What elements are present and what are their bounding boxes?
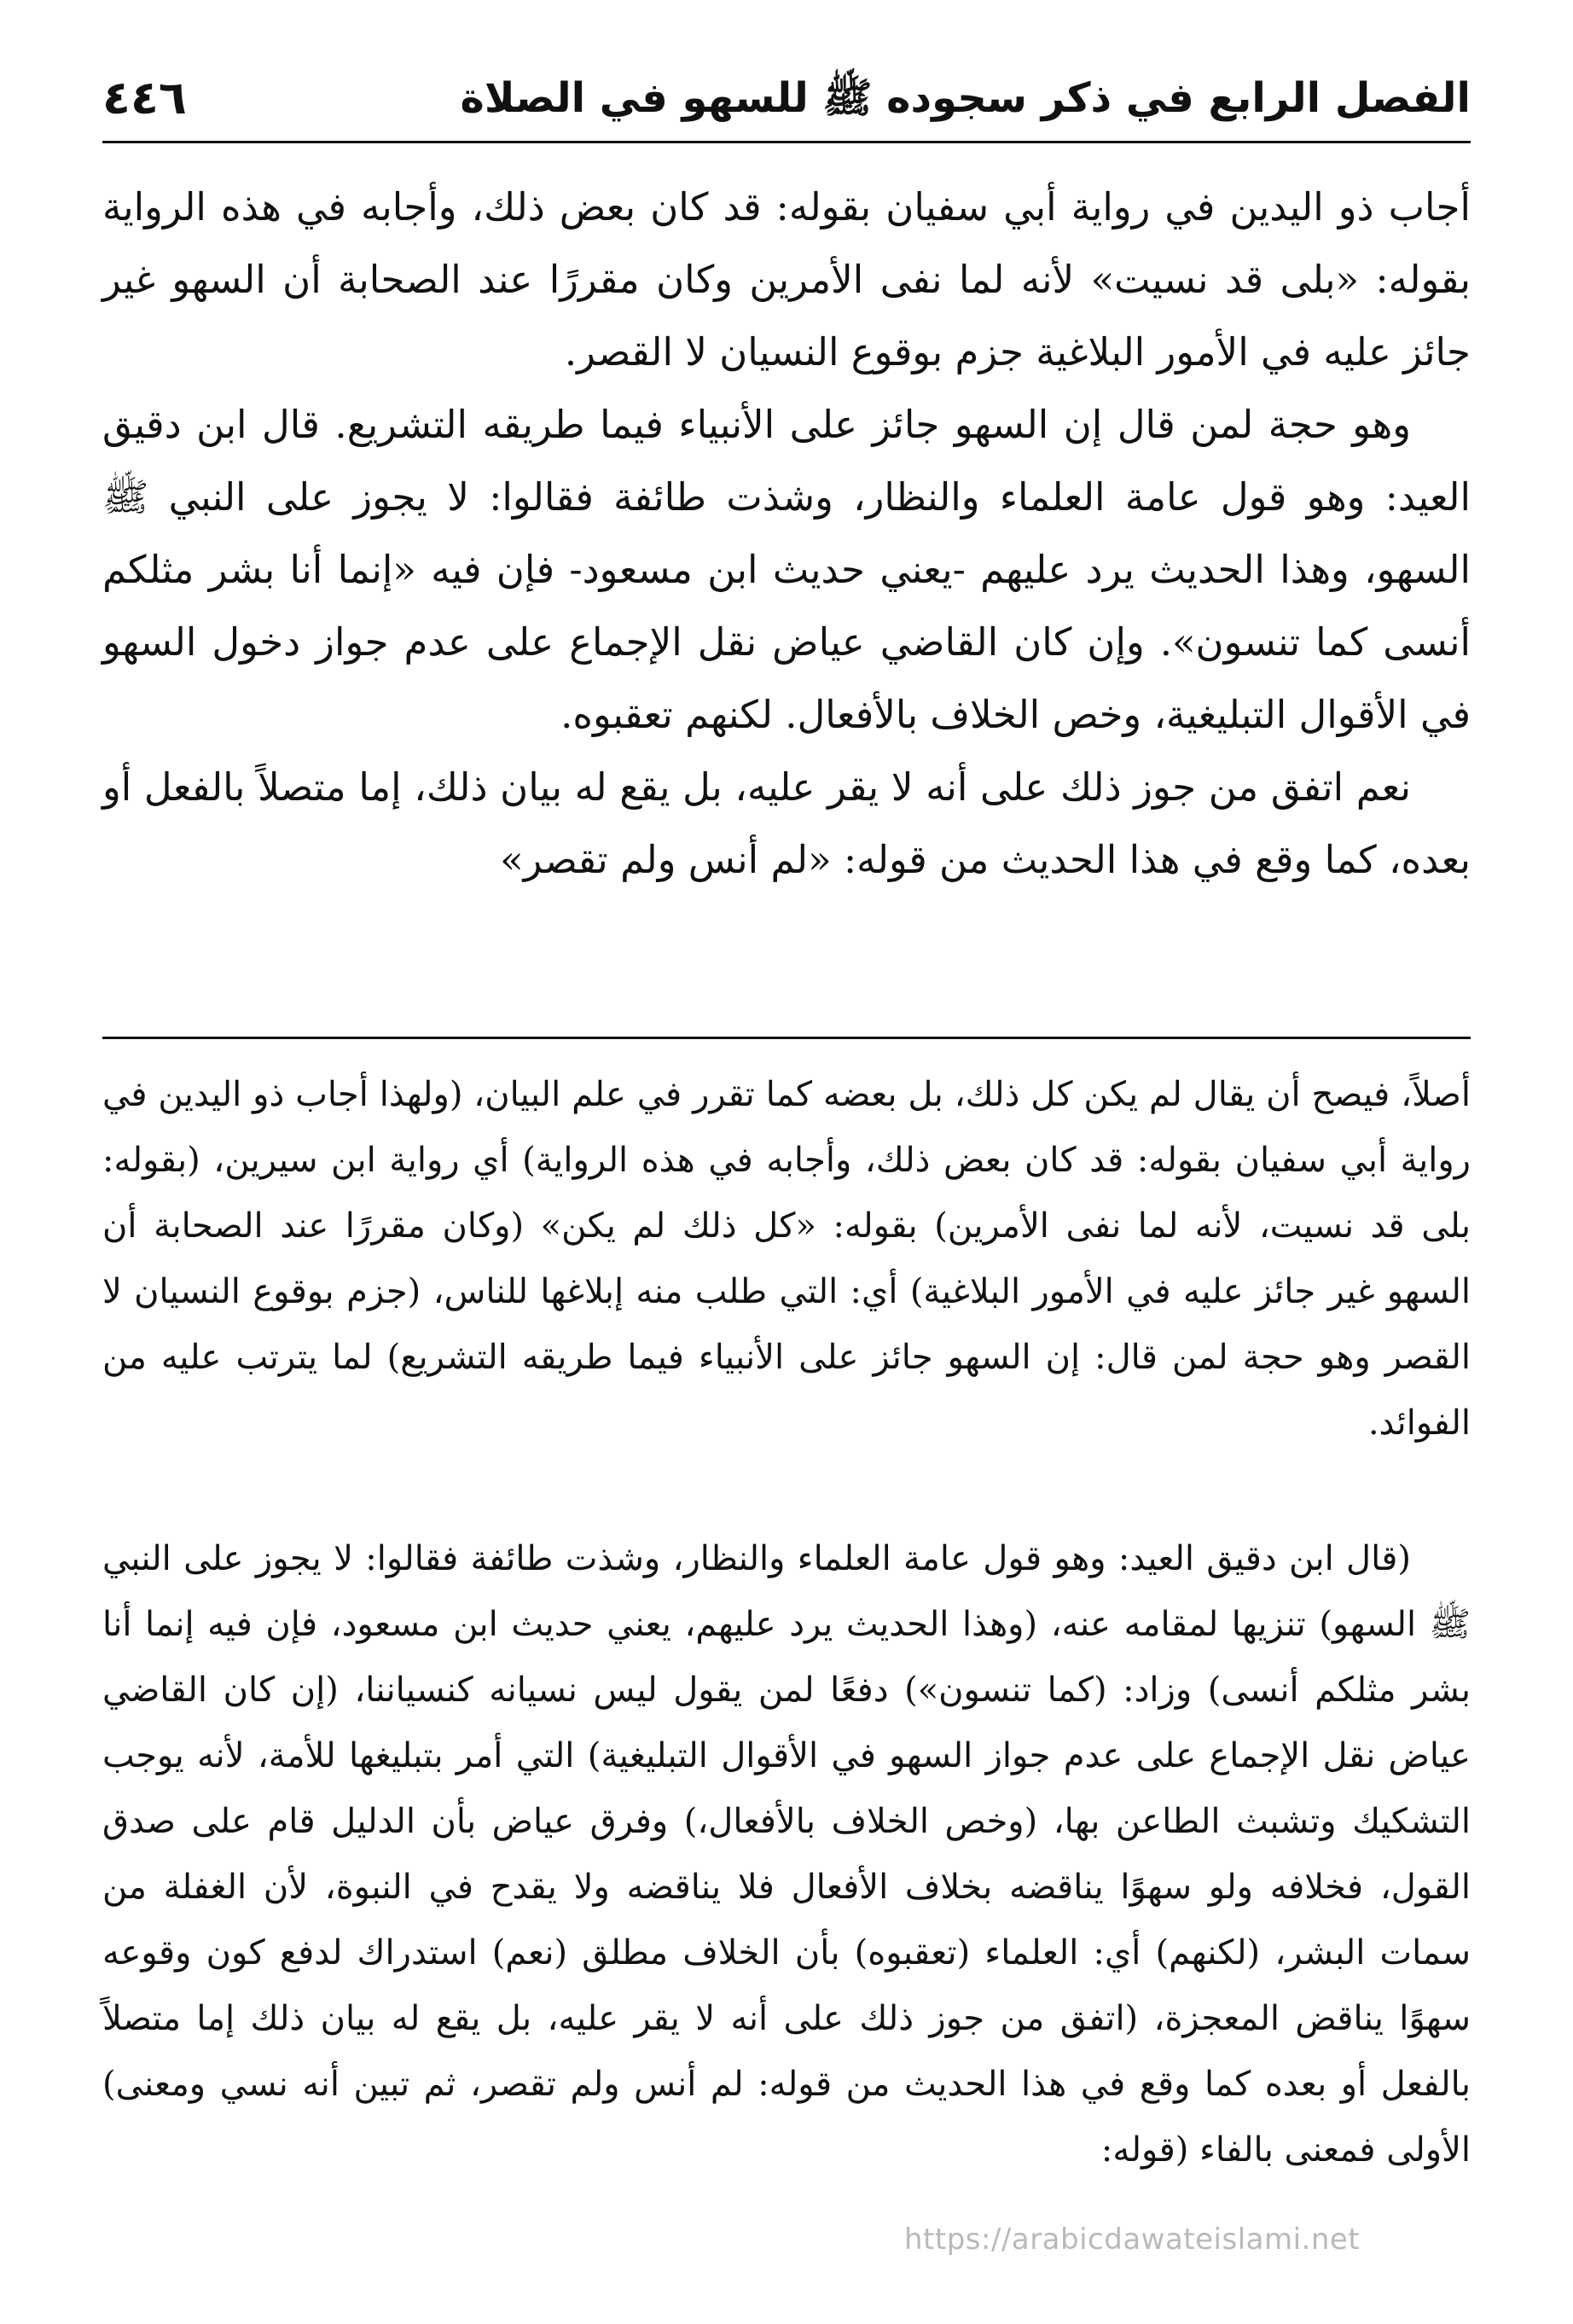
page-number: ٤٤٦ bbox=[102, 71, 187, 125]
commentary-text bbox=[102, 1062, 1471, 2183]
main-paragraph-3: نعم اتفق من جوز ذلك على أنه لا يقر عليه، بل يقع له بيان ذلك، إما متصلاً بالفعل أو بعده، كما وقع في هذا الحديث من قوله: «لم أنس ولم تقصر» bbox=[102, 764, 1471, 882]
main-paragraph-2: وهو حجة لمن قال إن السهو جائز على الأنبياء فيما طريقه التشريع. قال ابن دقيق العيد: وهو قول عامة العلماء والنظار، وشذت طائفة فقالوا: لا يجوز على النبي ﷺ السهو، وهذا الحديث يرد عليهم -يعني حديث ابن مسعود- فإن فيه «إنما أنا بشر مثلكم أنسى كما تنسون». وإن كان القاضي عياض نقل الإجماع على عدم جواز دخول السهو في الأقوال التبليغية، وخص الخلاف بالأفعال. لكنهم تعقبوه. bbox=[102, 402, 1471, 737]
commentary-paragraph-1: أصلاً، فيصح أن يقال لم يكن كل ذلك، بل بعضه كما تقرر في علم البيان، (ولهذا أجاب ذو اليدين في رواية أبي سفيان بقوله: قد كان بعض ذلك، وأجابه في هذه الرواية) أي رواية ابن سيرين، (بقوله: بلى قد نسيت، لأنه لما نفى الأمرين) بقوله: «كل ذلك لم يكن» (وكان مقررًا عند الصحابة أن السهو غير جائز عليه في الأمور البلاغية) أي: التي طلب منه إبلاغها للناس، (جزم بوقوع النسيان لا القصر وهو حجة لمن قال: إن السهو جائز على الأنبياء فيما طريقه التشريع) لما يترتب عليه من الفوائد. bbox=[102, 1075, 1471, 1443]
site-watermark: https://arabicdawateislami.net bbox=[904, 2222, 1361, 2257]
page-header bbox=[102, 60, 1471, 137]
chapter-title: الفصل الرابع في ذكر سجوده ﷺ للسهو في الصلاة bbox=[460, 74, 1471, 122]
header-divider bbox=[102, 141, 1471, 143]
main-text bbox=[102, 171, 1471, 896]
commentary-paragraph-2: (قال ابن دقيق العيد: وهو قول عامة العلماء والنظار، وشذت طائفة فقالوا: لا يجوز على النبي ﷺ السهو) تنزيها لمقامه عنه، (وهذا الحديث يرد عليهم، يعني حديث ابن مسعود، فإن فيه إنما أنا بشر مثلكم أنسى) وزاد: (كما تنسون») دفعًا لمن يقول ليس نسيانه كنسياننا، (إن كان القاضي عياض نقل الإجماع على عدم جواز السهو في الأقوال التبليغية) التي أمر بتبليغها للأمة، لأنه يوجب التشكيك وتشبث الطاعن بها، (وخص الخلاف بالأفعال،) وفرق عياض بأن الدليل قام على صدق القول، فخلافه ولو سهوًا يناقضه بخلاف الأفعال فلا يناقضه ولا يقدح في النبوة، لأن الغفلة من سمات البشر، (لكنهم) أي: العلماء (تعقبوه) بأن الخلاف مطلق (نعم) استدراك لدفع كون وقوعه سهوًا يناقض المعجزة، (اتفق من جوز ذلك على أنه لا يقر عليه، بل يقع له بيان ذلك إما متصلاً بالفعل أو بعده كما وقع في هذا الحديث من قوله: لم أنس ولم تقصر، ثم تبين أنه نسي ومعنى) الأولى فمعنى بالفاء (قوله: bbox=[102, 1539, 1471, 2170]
commentary-divider bbox=[102, 1037, 1471, 1039]
main-paragraph-1: أجاب ذو اليدين في رواية أبي سفيان بقوله: قد كان بعض ذلك، وأجابه في هذه الرواية بقوله: «بلى قد نسيت» لأنه لما نفى الأمرين وكان مقررًا عند الصحابة أن السهو غير جائز عليه في الأمور البلاغية جزم بوقوع النسيان لا القصر. bbox=[102, 184, 1471, 375]
